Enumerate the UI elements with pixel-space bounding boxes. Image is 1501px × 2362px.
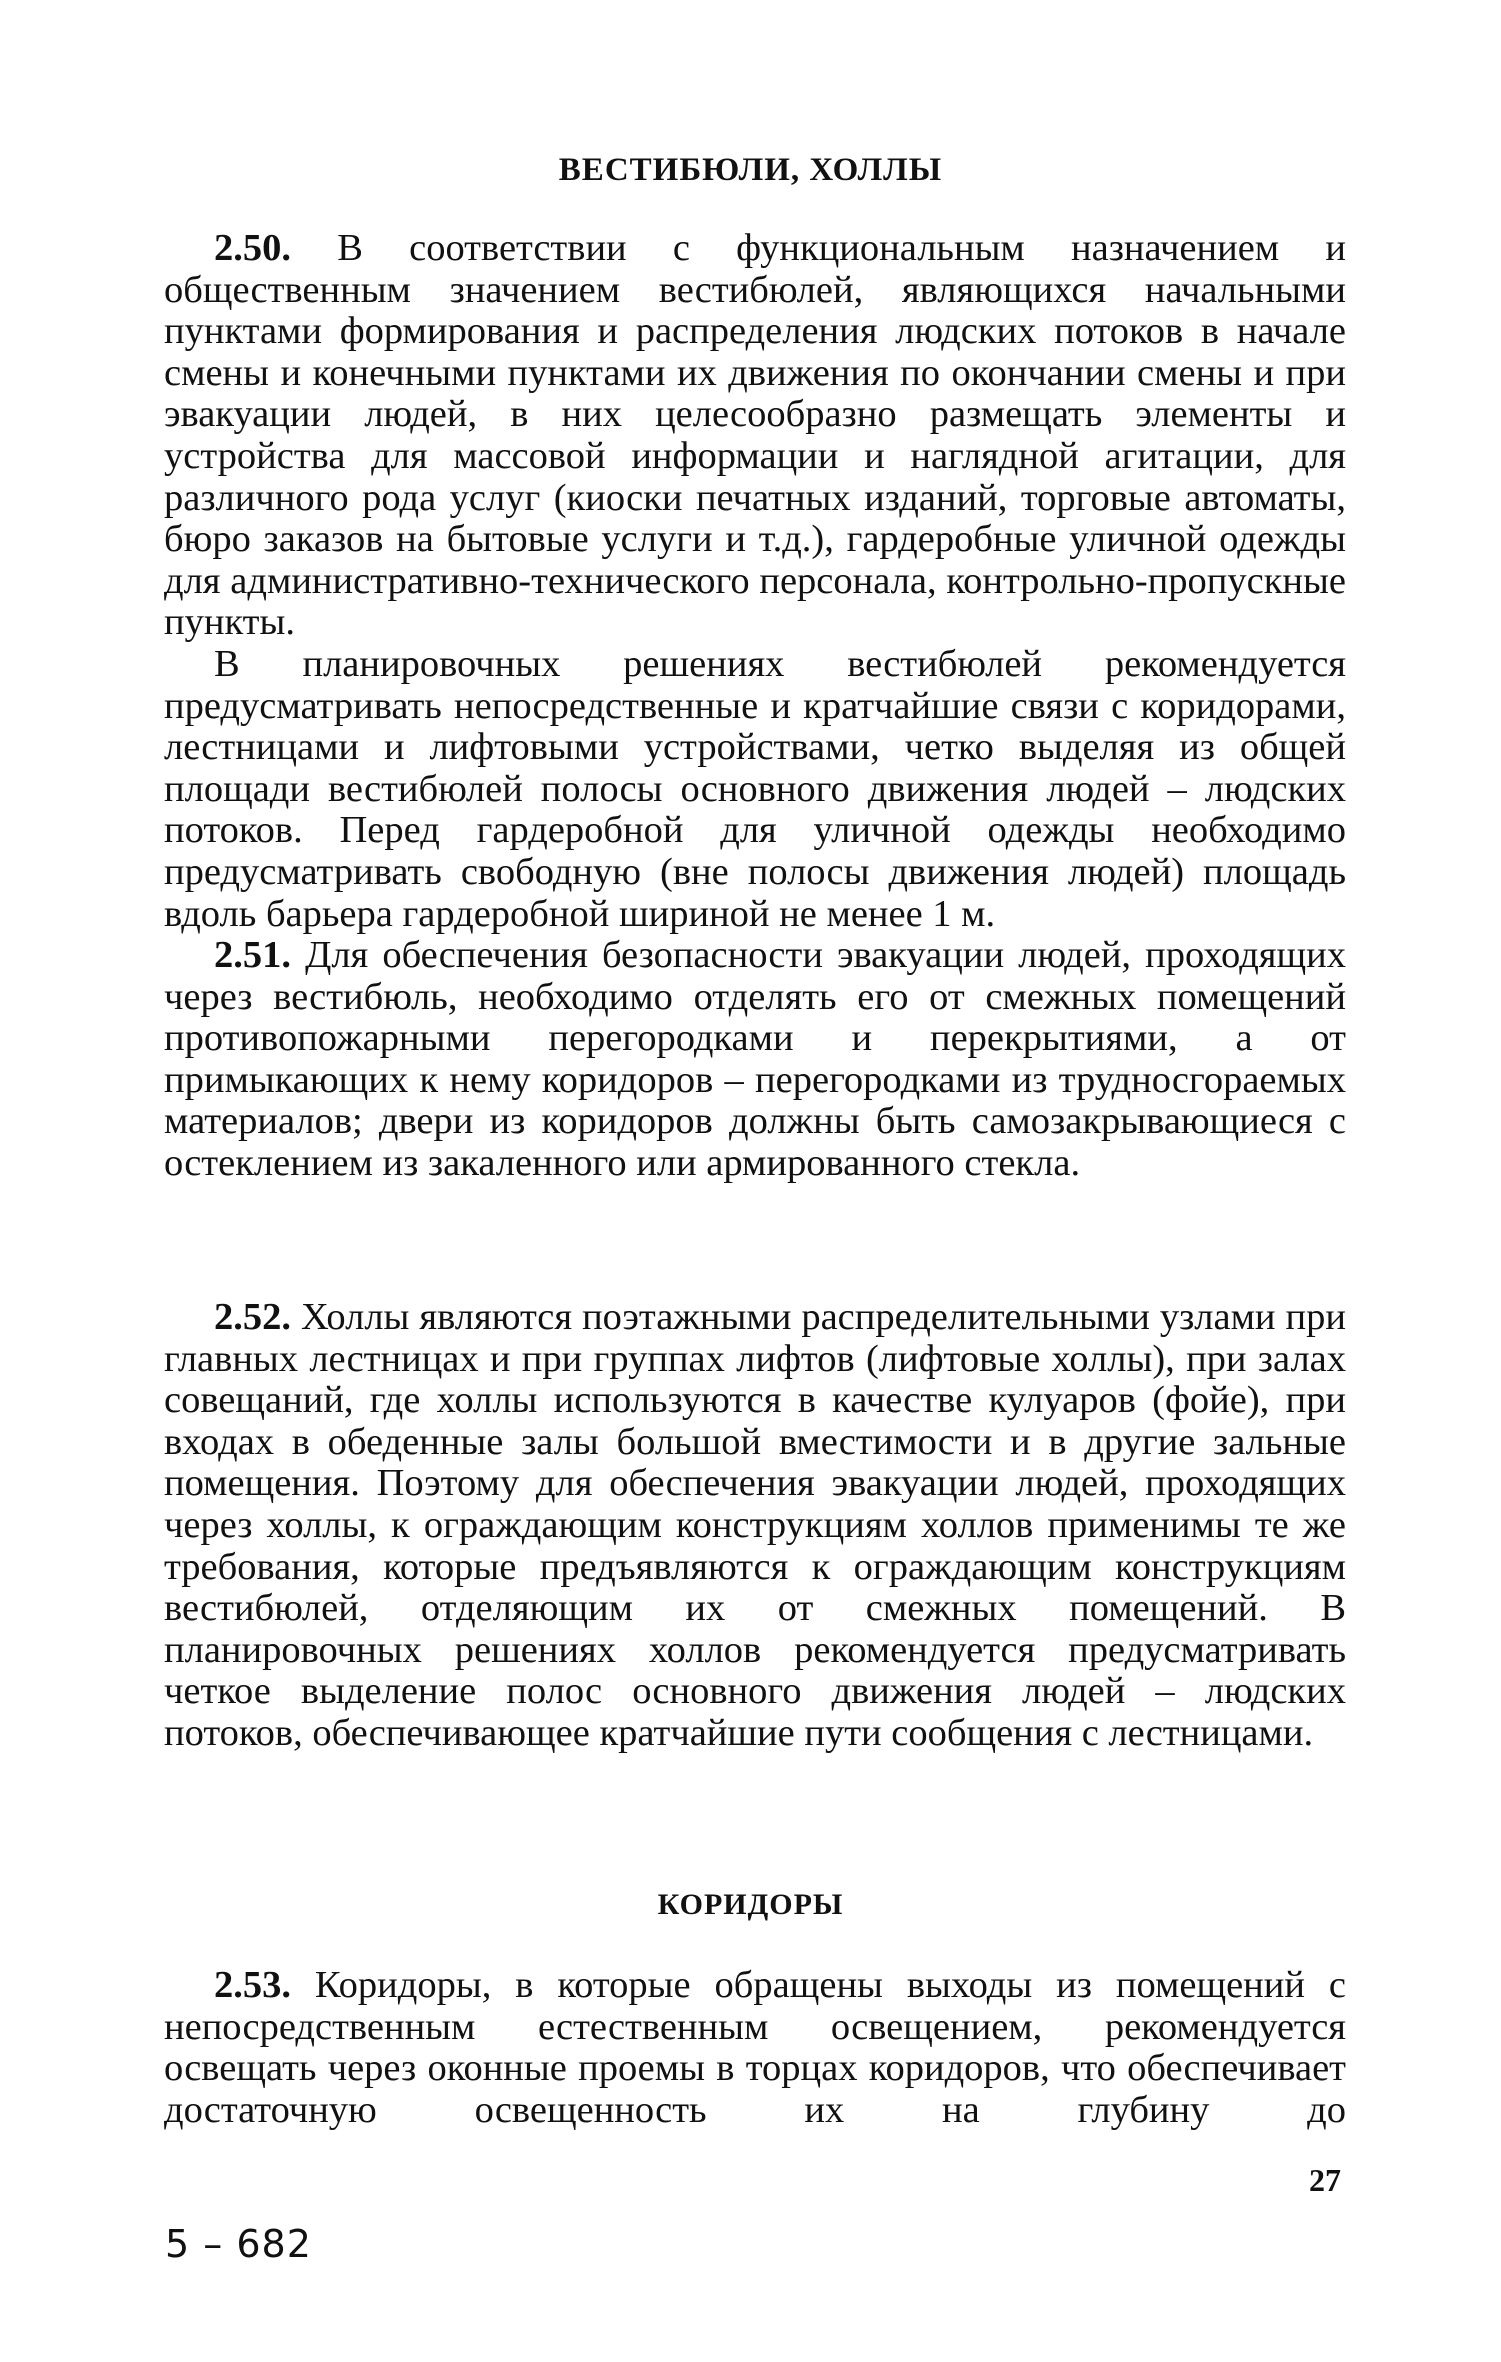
paragraph-text: Холлы являются поэтажными распределительными узлами при главных лестницах и при группах лифтов (лифтовые холлы), при залах совещаний, где холлы используются в качестве кулуаров (фойе), при входах в обеденные залы большой вместимости и в другие зальные помещения. Поэтому для обеспечения эвакуации людей, проходящих через холлы, к ограждающим конструкциям холлов применимы те же требования, которые предъявляются к ограждающим конструкциям вестибюлей, отделяющим их от смежных помещений. В планировочных решениях холлов рекомендуется предусматривать четкое выделение полос основного движения людей – людских потоков, обеспечивающее кратчайшие пути сообщения с лестницами.	[164, 1296, 1346, 1754]
paragraph-2-51	[164, 935, 1346, 1185]
paragraph-2-53	[164, 1965, 1346, 2131]
clause-number: 2.50.	[214, 227, 291, 269]
printer-signature: 5 – 682	[165, 2222, 312, 2266]
text-block-corridors	[164, 1965, 1346, 2131]
paragraph-text: Коридоры, в которые обращены выходы из помещений с непосредственным естественным освещением, рекомендуется освещать через оконные проемы в торцах коридоров, что обеспечивает достаточную освещенность их на глубину до	[164, 1964, 1346, 2131]
paragraph-2-50	[164, 228, 1346, 644]
section-heading-vestibules: ВЕСТИБЮЛИ, ХОЛЛЫ	[558, 152, 943, 188]
paragraph-text: В соответствии с функциональным назначением и общественным значением вестибюлей, являющихся начальными пунктами формирования и распределения людских потоков в начале смены и конечными пунктами их движения по окончании смены и при эвакуации людей, в них целесообразно размещать элементы и устройства для массовой информации и наглядной агитации, для различного рода услуг (киоски печатных изданий, торговые автоматы, бюро заказов на бытовые услуги и т.д.), гардеробные уличной одежды для административно-технического персонала, контрольно-пропускные пункты.	[164, 227, 1346, 644]
clause-number: 2.53.	[214, 1964, 291, 2006]
section-heading-corridors: КОРИДОРЫ	[657, 1888, 844, 1921]
paragraph-2-50-continued: В планировочных решениях вестибюлей рекомендуется предусматривать непосредственные и кратчайшие связи с коридорами, лестницами и лифтовыми устройствами, четко выделяя из общей площади вестибюлей полосы основного движения людей – людских потоков. Перед гардеробной для уличной одежды необходимо предусматривать свободную (вне полосы движения людей) площадь вдоль барьера гардеробной шириной не менее 1 м.	[164, 642, 1346, 935]
page-number: 27	[1309, 2162, 1341, 2198]
text-block-vestibules	[164, 228, 1346, 1185]
text-block-halls	[164, 1297, 1346, 1755]
clause-number: 2.51.	[214, 934, 291, 977]
paragraph-text: Для обеспечения безопасности эвакуации людей, проходящих через вестибюль, необходимо отделять его от смежных помещений противопожарными перегородками и перекрытиями, а от примыкающих к нему коридоров – перегородками из трудносгораемых материалов; двери из коридоров должны быть самозакрывающиеся с остеклением из закаленного или армированного стекла.	[164, 934, 1346, 1185]
paragraph-2-52	[164, 1297, 1346, 1755]
clause-number: 2.52.	[214, 1296, 291, 1338]
